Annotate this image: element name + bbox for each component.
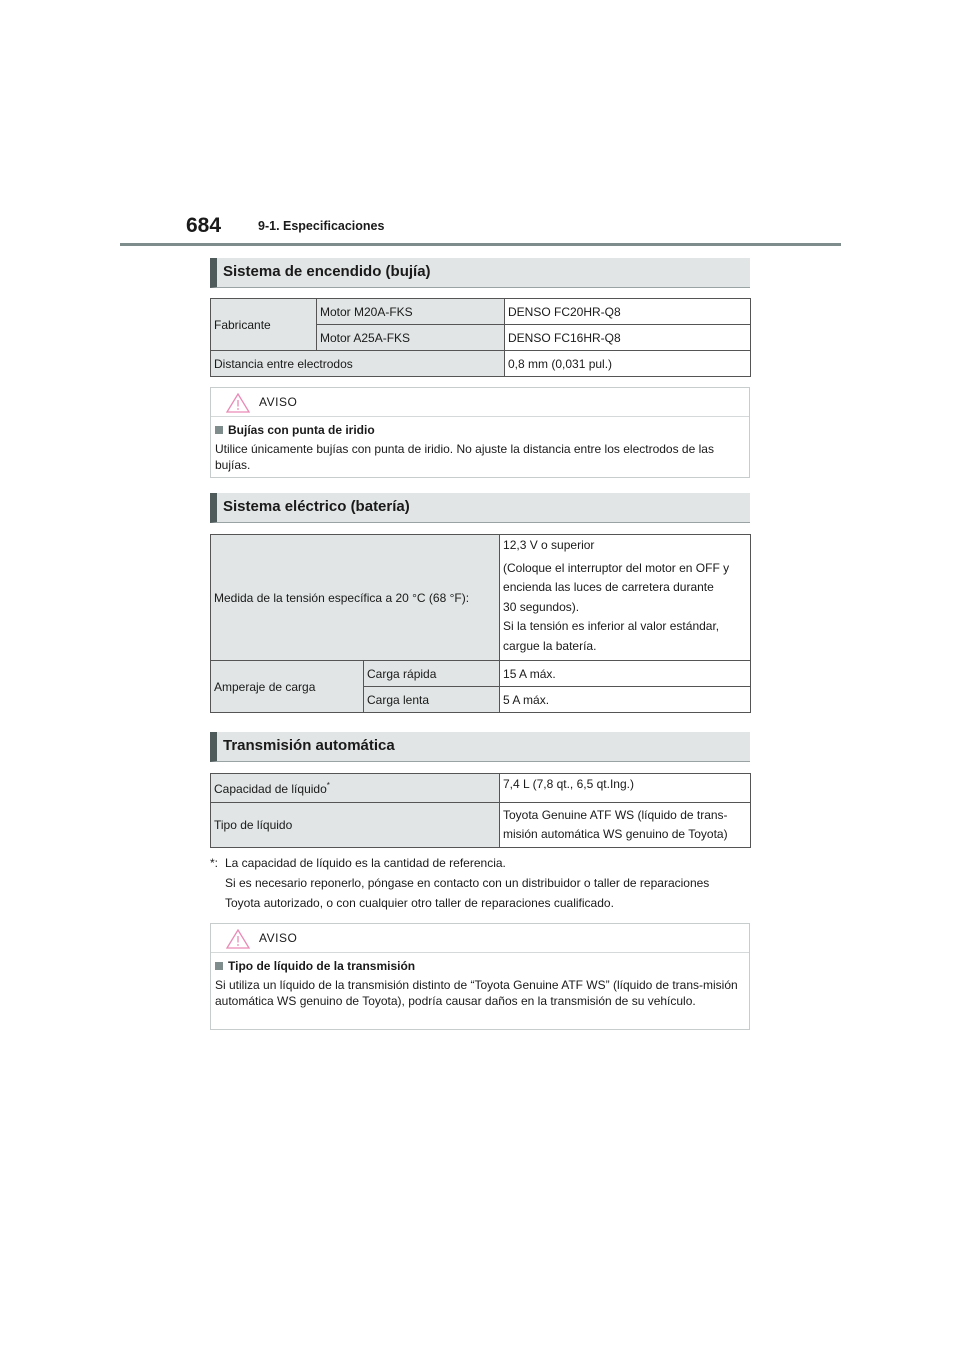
notice-header — [211, 388, 749, 417]
notice-text: Utilice únicamente bujías con punta de iridio. No ajuste la distancia entre los electrodos de las bujías. — [215, 442, 714, 472]
electrical-heading: Sistema eléctrico (batería) — [210, 493, 750, 523]
voltage-value: 12,3 V o superior (Coloque el interruptor del motor en OFF y encienda las luces de carretera durante 30 segundos). Si la tensión es inferior al valor estándar, cargue la batería. — [500, 535, 751, 661]
gap-value: 0,8 mm (0,031 pul.) — [505, 351, 751, 377]
notice-subtitle: Tipo de líquido de la transmisión — [215, 958, 745, 974]
notice-box — [210, 923, 750, 1030]
plug-cell: DENSO FC20HR-Q8 — [505, 299, 751, 325]
engine-cell: Motor A25A-FKS — [317, 325, 505, 351]
manufacturer-label: Fabricante — [211, 299, 317, 351]
charge-mode: Carga rápida — [364, 661, 500, 687]
header-rule — [120, 243, 841, 246]
warning-icon — [226, 929, 250, 949]
footnote-line: Si es necesario reponerlo, póngase en contacto con un distribuidor o taller de reparaciones — [225, 876, 710, 890]
capacity-value: 7,4 L (7,8 qt., 6,5 qt.Ing.) — [500, 774, 751, 803]
fluid-value: Toyota Genuine ATF WS (líquido de trans- misión automática WS genuino de Toyota) — [500, 803, 751, 848]
charge-mode: Carga lenta — [364, 687, 500, 713]
footnote-line: La capacidad de líquido es la cantidad de referencia. — [225, 856, 506, 870]
notice-box — [210, 387, 750, 478]
square-bullet-icon — [215, 962, 223, 970]
notice-subtitle: Bujías con punta de iridio — [215, 422, 745, 438]
plug-cell: DENSO FC16HR-Q8 — [505, 325, 751, 351]
engine-cell: Motor M20A-FKS — [317, 299, 505, 325]
page-number: 684 — [186, 214, 222, 237]
notice-title: AVISO — [259, 395, 298, 409]
fluid-label: Tipo de líquido — [211, 803, 500, 848]
footnote — [210, 853, 755, 913]
notice-title: AVISO — [259, 931, 298, 945]
transmission-heading: Transmisión automática — [210, 732, 750, 762]
transmission-table — [210, 773, 751, 848]
warning-icon — [226, 393, 250, 413]
section-label: 9-1. Especificaciones — [258, 219, 385, 233]
square-bullet-icon — [215, 426, 223, 434]
notice-text: Si utiliza un líquido de la transmisión distinto de “Toyota Genuine ATF WS” (líquido de trans-misión automática WS genuino de Toyota), podría causar daños en la transmisión de su vehículo. — [215, 978, 738, 1008]
notice-header — [211, 924, 749, 953]
footnote-line: Toyota autorizado, o con cualquier otro taller de reparaciones cualificado. — [225, 896, 614, 910]
ignition-heading: Sistema de encendido (bujía) — [210, 258, 750, 288]
footnote-mark: *: — [210, 856, 219, 870]
capacity-label: Capacidad de líquido* — [211, 774, 500, 803]
gap-label: Distancia entre electrodos — [211, 351, 505, 377]
charge-label: Amperaje de carga — [211, 661, 364, 713]
voltage-label: Medida de la tensión específica a 20 °C (68 °F): — [211, 535, 500, 661]
electrical-table — [210, 534, 751, 713]
charge-value: 5 A máx. — [500, 687, 751, 713]
charge-value: 15 A máx. — [500, 661, 751, 687]
ignition-table — [210, 298, 751, 377]
